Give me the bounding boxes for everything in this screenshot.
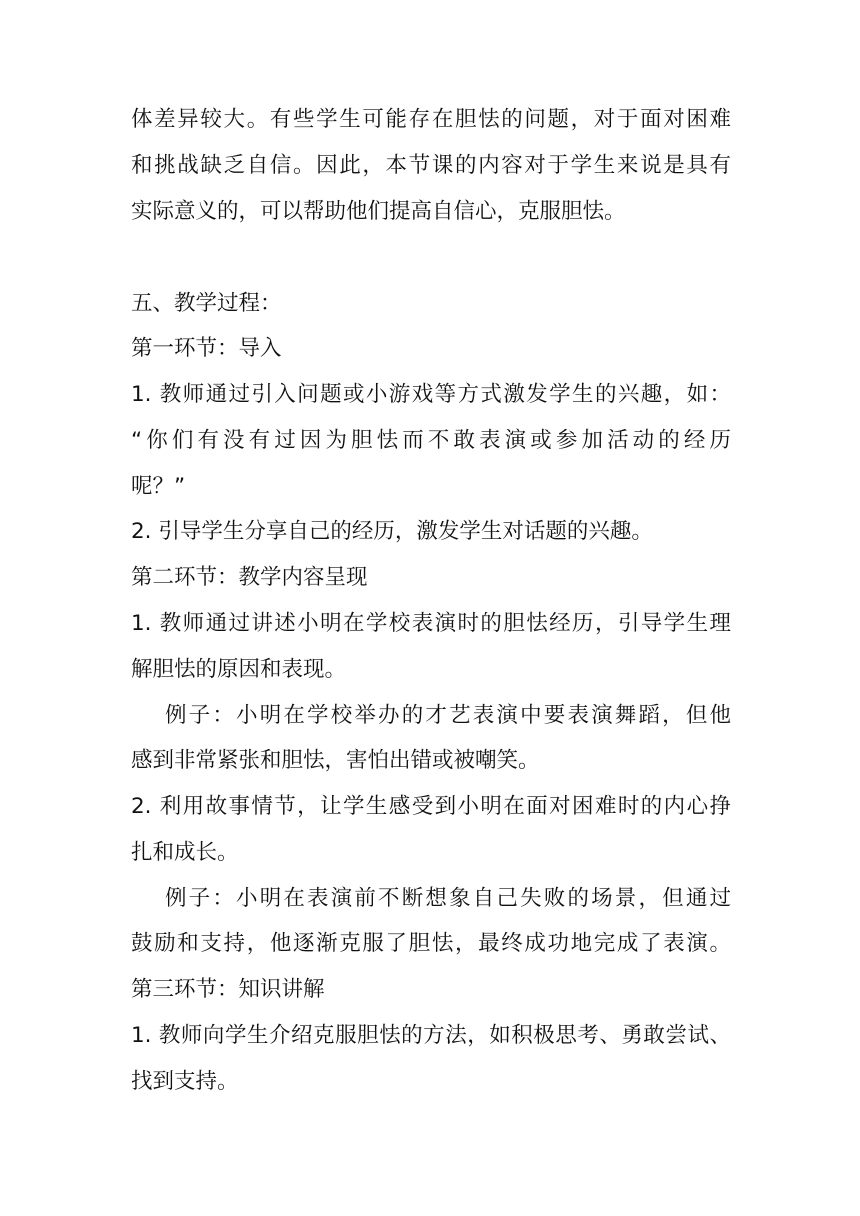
example-line: 例子：小明在表演前不断想象自己失败的场景，但通过 — [165, 886, 731, 911]
section-heading: 五、教学过程： — [131, 291, 282, 316]
subsection-heading: 第三环节：知识讲解 — [131, 977, 325, 1002]
list-item-line: “你们有没有过因为胆怯而不敢表演或参加活动的经历 — [131, 428, 731, 453]
list-item-line: 找到支持。 — [131, 1069, 239, 1094]
example-line: 例子：小明在学校举办的才艺表演中要表演舞蹈，但他 — [165, 703, 731, 728]
list-item-line: 1. 教师通过引入问题或小游戏等方式激发学生的兴趣，如： — [131, 382, 731, 407]
list-item-line: 2. 引导学生分享自己的经历，激发学生对话题的兴趣。 — [131, 519, 653, 544]
paragraph-line: 和挑战缺乏自信。因此，本节课的内容对于学生来说是具有 — [131, 153, 731, 178]
example-line: 感到非常紧张和胆怯，害怕出错或被嘲笑。 — [131, 748, 540, 773]
example-line: 鼓励和支持，他逐渐克服了胆怯，最终成功地完成了表演。 — [131, 931, 731, 956]
list-item-line: 解胆怯的原因和表现。 — [131, 657, 347, 682]
list-item-line: 1. 教师向学生介绍克服胆怯的方法，如积极思考、勇敢尝试、 — [131, 1023, 731, 1048]
list-item-line: 呢？” — [131, 474, 186, 499]
list-item-line: 1. 教师通过讲述小明在学校表演时的胆怯经历，引导学生理 — [131, 611, 731, 636]
list-item-line: 2. 利用故事情节，让学生感受到小明在面对困难时的内心挣 — [131, 794, 731, 819]
paragraph-line: 实际意义的，可以帮助他们提高自信心，克服胆怯。 — [131, 199, 626, 224]
subsection-heading: 第一环节：导入 — [131, 336, 282, 361]
subsection-heading: 第二环节：教学内容呈现 — [131, 565, 368, 590]
paragraph-line: 体差异较大。有些学生可能存在胆怯的问题，对于面对困难 — [131, 107, 731, 132]
list-item-line: 扎和成长。 — [131, 840, 239, 865]
